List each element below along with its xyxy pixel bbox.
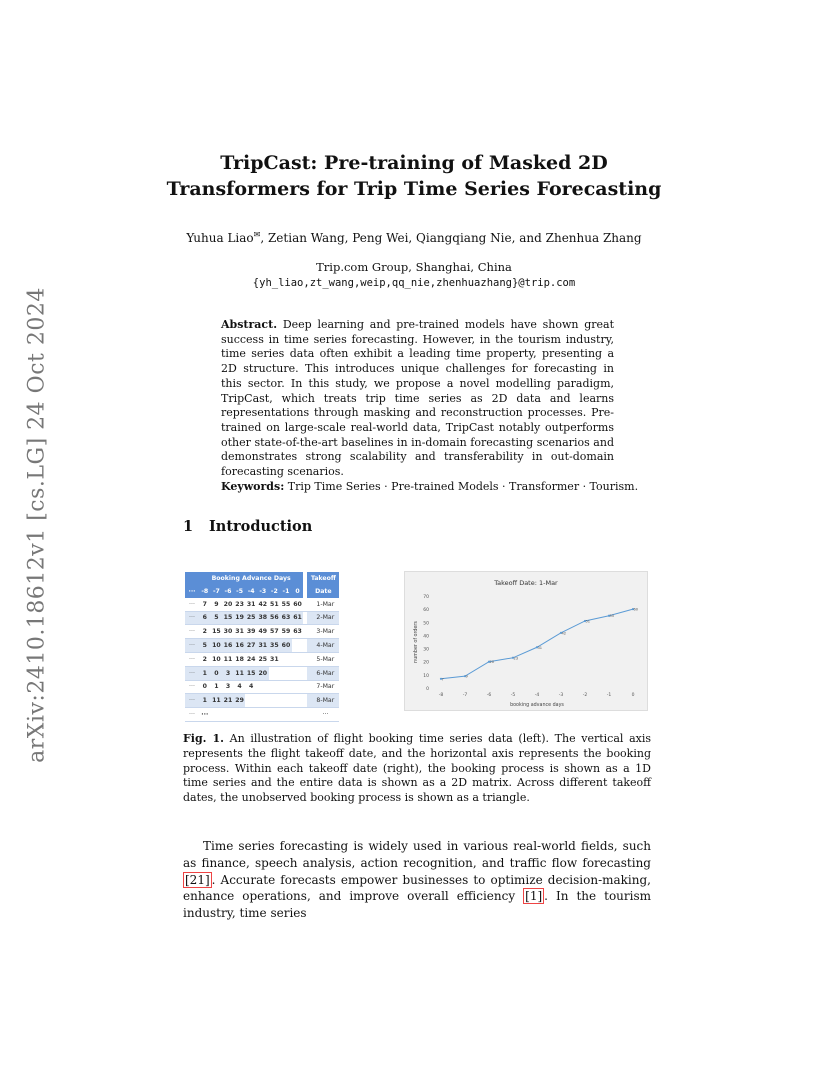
table-cell: 0 — [211, 666, 223, 680]
table-cell: 3 — [222, 666, 234, 680]
table-cell: 11 — [222, 652, 234, 666]
table-cell: 1 — [199, 666, 211, 680]
author-list — [0, 230, 828, 245]
body-text-2: . Accurate forecasts empower businesses to optimize decision-making, enhance operations, and improve overall efficiency — [183, 872, 651, 904]
table-cell — [280, 652, 292, 666]
table-cell: 0 — [199, 680, 211, 694]
data-label: 60 — [633, 607, 639, 612]
table-cell: 4 — [234, 680, 246, 694]
x-tick-label: -6 — [486, 693, 492, 698]
table-cell: 18 — [234, 652, 246, 666]
table-cell — [292, 666, 304, 680]
caption-text: An illustration of flight booking time series data (left). The vertical axis represents the flight takeoff date, and the horizontal axis represents the booking process. Within each takeoff date (right), the booking process is shown as a 1D time series and the entire data is shown as a 2D matrix. Across different takeoff dates, the unobserved booking process is shown as a triangle. — [183, 732, 652, 805]
author-emails: {yh_liao,zt_wang,weip,qq_nie,zhenhuazhang}@trip.com — [252, 277, 576, 289]
paper-title — [0, 150, 828, 202]
keywords-text: Trip Time Series · Pre-trained Models · Transformer · Tourism. — [287, 480, 639, 493]
table-cell: 63 — [280, 611, 292, 625]
table-cell: 3 — [222, 680, 234, 694]
arxiv-sidebar — [12, 287, 62, 763]
table-col-header: -8 — [199, 585, 211, 598]
table-col-header: -5 — [234, 585, 246, 598]
table-header-date-1: Takeoff — [307, 572, 339, 585]
table-header-lead-blank — [185, 572, 199, 585]
section-heading — [183, 518, 312, 535]
table-header-lead: ··· — [185, 585, 199, 598]
table-row — [185, 625, 339, 639]
x-tick-label: -7 — [462, 693, 468, 698]
row-date: 5-Mar — [307, 652, 339, 666]
row-lead: ··· — [185, 611, 199, 625]
data-label: 7 — [441, 677, 444, 682]
row-date: 8-Mar — [307, 694, 339, 708]
row-date: 4-Mar — [307, 639, 339, 653]
table-cell: 2 — [199, 652, 211, 666]
row-date: 2-Mar — [307, 611, 339, 625]
table-cell — [280, 708, 292, 722]
table-cell: 27 — [245, 639, 257, 653]
table-cell: 11 — [234, 666, 246, 680]
table-row — [185, 652, 339, 666]
line-chart — [404, 571, 648, 711]
table-cell — [269, 708, 281, 722]
table-cell — [292, 639, 304, 653]
table-cell: 39 — [245, 625, 257, 639]
data-label: 55 — [609, 614, 615, 619]
x-axis-label: booking advance days — [510, 703, 564, 708]
arxiv-identifier: arXiv:2410.18612v1 [cs.LG] 24 Oct 2024 — [24, 287, 50, 763]
y-tick-label: 50 — [423, 621, 429, 627]
table-cell — [257, 694, 269, 708]
data-label: 42 — [561, 631, 567, 636]
x-tick-label: -1 — [606, 693, 612, 698]
table-cell — [257, 680, 269, 694]
table-cell: 57 — [269, 625, 281, 639]
row-lead: ··· — [185, 639, 199, 653]
table-header-date-2: Date — [307, 585, 339, 598]
figure-caption — [183, 732, 651, 806]
table-cell — [292, 708, 304, 722]
table-cell — [280, 680, 292, 694]
row-date: 7-Mar — [307, 680, 339, 694]
table-row — [185, 666, 339, 680]
table-cell: 20 — [257, 666, 269, 680]
first-author: Yuhua Liao — [186, 231, 254, 245]
y-tick-label: 70 — [423, 595, 429, 600]
table-col-header: -1 — [280, 585, 292, 598]
y-tick-label: 0 — [426, 687, 429, 692]
table-cell: 31 — [245, 598, 257, 611]
table-cell: 2 — [199, 625, 211, 639]
table-col-header: -3 — [257, 585, 269, 598]
table-cell: 11 — [211, 694, 223, 708]
table-cell: 6 — [199, 611, 211, 625]
table-cell: 20 — [222, 598, 234, 611]
x-tick-label: -5 — [510, 693, 516, 698]
citation-link[interactable]: [21] — [185, 872, 210, 887]
table-cell: 51 — [269, 598, 281, 611]
abstract-label: Abstract. — [221, 318, 278, 331]
table-cell: 4 — [245, 680, 257, 694]
row-lead: ··· — [185, 652, 199, 666]
table-cell: 7 — [199, 598, 211, 611]
table-col-header: 0 — [292, 585, 304, 598]
table-cell: 25 — [245, 611, 257, 625]
table-col-header: -7 — [211, 585, 223, 598]
y-axis-label: number of orders — [414, 621, 419, 663]
keywords — [221, 480, 641, 493]
table-cell: 9 — [211, 598, 223, 611]
table-cell: 31 — [257, 639, 269, 653]
row-lead: ··· — [185, 666, 199, 680]
table-cell — [269, 680, 281, 694]
table-cell: 15 — [245, 666, 257, 680]
table-cell: 1 — [199, 694, 211, 708]
table-cell — [245, 708, 257, 722]
table-cell — [292, 652, 304, 666]
table-cell: 63 — [292, 625, 304, 639]
table-cell — [211, 708, 223, 722]
table-cell: 15 — [222, 611, 234, 625]
data-label: 9 — [465, 674, 468, 679]
table-cell: 1 — [211, 680, 223, 694]
table-cell — [292, 680, 304, 694]
keywords-label: Keywords: — [221, 480, 285, 493]
booking-table — [185, 572, 339, 722]
table-cell — [234, 708, 246, 722]
table-cell: ··· — [199, 708, 211, 722]
row-lead: ··· — [185, 708, 199, 722]
title-line-1: TripCast: Pre-training of Masked 2D — [220, 152, 608, 174]
y-tick-label: 60 — [423, 608, 429, 614]
section-title: Introduction — [209, 518, 313, 535]
table-cell: 10 — [211, 652, 223, 666]
y-tick-label: 20 — [423, 660, 429, 666]
data-label: 20 — [489, 660, 495, 665]
organization: Trip.com Group, Shanghai, China — [316, 260, 512, 274]
body-paragraph — [183, 838, 651, 922]
data-label: 23 — [513, 656, 519, 661]
table-cell — [245, 694, 257, 708]
table-cell: 21 — [222, 694, 234, 708]
table-cell: 35 — [269, 639, 281, 653]
table-cell: 38 — [257, 611, 269, 625]
table-row — [185, 694, 339, 708]
body-text-1: Time series forecasting is widely used in various real-world fields, such as finance, speech analysis, action recognition, and traffic flow forecasting — [183, 839, 651, 870]
table-cell: 59 — [280, 625, 292, 639]
table-cell: 55 — [280, 598, 292, 611]
row-date: ··· — [307, 708, 339, 722]
table-cell: 16 — [234, 639, 246, 653]
table-row — [185, 708, 339, 722]
data-label: 31 — [537, 645, 543, 650]
row-lead: ··· — [185, 598, 199, 611]
table-header-group: Booking Advance Days — [199, 572, 303, 585]
table-cell: 5 — [199, 639, 211, 653]
title-line-2: Transformers for Trip Time Series Forecasting — [166, 178, 662, 200]
table-row — [185, 680, 339, 694]
row-lead: ··· — [185, 680, 199, 694]
abstract-text: Deep learning and pre-trained models have shown great success in time series forecasting. However, in the tourism industry, time series data often exhibit a leading time property, presenting a 2D structure. This introduces unique challenges for forecasting in this sector. In this study, we propose a novel modelling paradigm, TripCast, which treats trip time series as 2D data and learns representations through masking and reconstruction processes. Pre-trained on large-scale real-world data, TripCast notably outperforms other state-of-the-art baselines in in-domain forecasting scenarios and demonstrates strong scalability and transferability in out-domain forecasting scenarios. — [221, 318, 615, 479]
table-cell: 23 — [234, 598, 246, 611]
citation-link[interactable]: [1] — [525, 889, 543, 904]
caption-label: Fig. 1. — [183, 732, 224, 745]
table-col-header: -6 — [222, 585, 234, 598]
y-tick-label: 40 — [423, 634, 429, 640]
table-col-header: -2 — [269, 585, 281, 598]
section-number: 1 — [183, 518, 194, 535]
chart-title: Takeoff Date: 1-Mar — [494, 579, 558, 587]
table-row — [185, 598, 339, 611]
table-cell: 24 — [245, 652, 257, 666]
table-cell — [292, 694, 304, 708]
table-cell: 61 — [292, 611, 304, 625]
y-tick-label: 30 — [423, 647, 429, 653]
table-col-header: -4 — [245, 585, 257, 598]
row-lead: ··· — [185, 625, 199, 639]
mail-icon: ✉ — [253, 230, 261, 239]
table-cell: 29 — [234, 694, 246, 708]
table-cell: 31 — [269, 652, 281, 666]
table-cell: 19 — [234, 611, 246, 625]
table-cell: 56 — [269, 611, 281, 625]
table-row — [185, 611, 339, 625]
x-tick-label: -3 — [558, 693, 564, 698]
table-cell: 60 — [280, 639, 292, 653]
abstract — [221, 318, 614, 480]
table-cell — [222, 708, 234, 722]
x-tick-label: -8 — [438, 693, 444, 698]
other-authors: , Zetian Wang, Peng Wei, Qiangqiang Nie, and Zhenhua Zhang — [260, 231, 642, 245]
table-cell: 49 — [257, 625, 269, 639]
x-tick-label: -4 — [534, 693, 540, 698]
table-cell: 31 — [234, 625, 246, 639]
table-cell: 60 — [292, 598, 304, 611]
row-date: 6-Mar — [307, 666, 339, 680]
table-cell — [280, 694, 292, 708]
row-date: 3-Mar — [307, 625, 339, 639]
table-cell — [269, 694, 281, 708]
table-cell: 25 — [257, 652, 269, 666]
body-text-3: . In the tourism industry, time series — [183, 889, 652, 921]
x-tick-label: -2 — [582, 693, 588, 698]
table-cell — [257, 708, 269, 722]
data-label: 51 — [585, 619, 591, 624]
table-cell: 5 — [211, 611, 223, 625]
table-cell: 16 — [222, 639, 234, 653]
y-tick-label: 10 — [423, 673, 429, 679]
table-cell: 42 — [257, 598, 269, 611]
table-cell: 30 — [222, 625, 234, 639]
row-lead: ··· — [185, 694, 199, 708]
x-tick-label: 0 — [631, 693, 635, 698]
row-date: 1-Mar — [307, 598, 339, 611]
table-row — [185, 639, 339, 653]
table-cell — [280, 666, 292, 680]
table-cell: 10 — [211, 639, 223, 653]
table-cell: 15 — [211, 625, 223, 639]
table-cell — [269, 666, 281, 680]
series-line — [441, 609, 633, 682]
affiliation — [0, 259, 828, 291]
